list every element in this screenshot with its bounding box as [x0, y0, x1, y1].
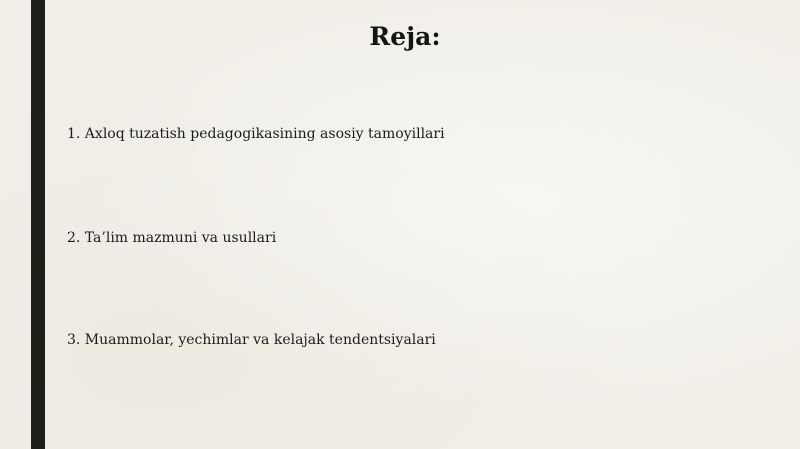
slide-title: Reja:	[369, 22, 441, 51]
plan-item-3: 3. Muammolar, yechimlar va kelajak tendentsiyalari	[67, 332, 436, 348]
plan-item-2: 2. Ta’lim mazmuni va usullari	[67, 230, 277, 246]
plan-item-1: 1. Axloq tuzatish pedagogikasining asosiy tamoyillari	[67, 126, 445, 142]
accent-bar	[31, 0, 45, 449]
